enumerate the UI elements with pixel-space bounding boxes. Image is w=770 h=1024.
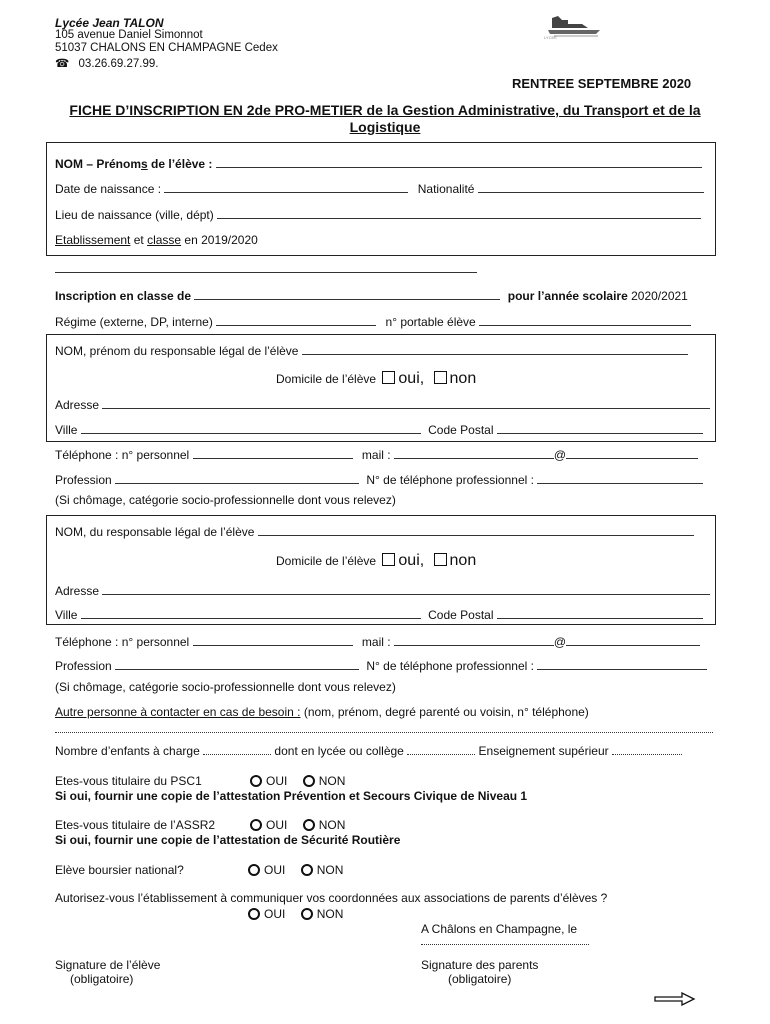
portable-label: n° portable élève: [385, 315, 480, 329]
resp1-tel-label: Téléphone : n° personnel: [55, 448, 193, 462]
school-address-1: 105 avenue Daniel Simonnot: [55, 29, 203, 41]
date-field-row[interactable]: [421, 934, 589, 948]
birthplace-field[interactable]: [217, 207, 701, 219]
resp2-cp-field[interactable]: [497, 607, 703, 619]
regime-label: Régime (externe, DP, interne): [55, 315, 217, 329]
resp2-adresse-label: Adresse: [55, 584, 103, 598]
etab-et: et: [130, 233, 148, 247]
resp1-adresse-row[interactable]: [55, 397, 710, 412]
resp2-non-checkbox[interactable]: [434, 553, 447, 566]
annee-scolaire-value: 2020/2021: [627, 289, 688, 303]
boursier-non-radio[interactable]: [301, 864, 313, 876]
assr2-oui-label: OUI: [266, 818, 288, 832]
birthplace-label: Lieu de naissance (ville, dépt): [55, 208, 218, 222]
resp1-cp-label: Code Postal: [428, 423, 497, 437]
resp1-tel-field[interactable]: [193, 447, 353, 459]
resp1-tel-pro-field[interactable]: [537, 472, 703, 484]
svg-text:LYCEE: LYCEE: [544, 35, 557, 40]
resp2-non-label: non: [449, 552, 477, 569]
resp2-nom-field[interactable]: [258, 524, 694, 536]
nationality-label: Nationalité: [417, 182, 478, 196]
resp1-profession-label: Profession: [55, 473, 116, 487]
birthplace-row[interactable]: [55, 207, 701, 222]
etab-year: en 2019/2020: [181, 233, 258, 247]
regime-field[interactable]: [216, 314, 376, 326]
nom-label-s: s: [141, 157, 148, 171]
boursier-oui-radio[interactable]: [248, 864, 260, 876]
resp2-mail-label: mail :: [361, 635, 394, 649]
school-name: Lycée Jean TALON: [55, 16, 164, 30]
resp1-non-label: non: [449, 370, 477, 387]
etablissement-field-row[interactable]: [55, 261, 477, 276]
boursier-options: [248, 863, 343, 877]
resp2-tel-row[interactable]: [55, 634, 700, 649]
resp2-profession-row[interactable]: [55, 658, 707, 673]
resp1-profession-row[interactable]: [55, 472, 703, 487]
resp2-adresse-field[interactable]: [102, 583, 710, 595]
autorisation-options: [248, 907, 343, 921]
enfants-row[interactable]: [55, 744, 682, 758]
resp1-oui-label: oui,: [398, 370, 425, 387]
resp1-mail-domain-field[interactable]: [566, 447, 698, 459]
resp1-ville-label: Ville: [55, 423, 81, 437]
resp2-at-sign: @: [553, 635, 567, 649]
resp1-tel-pro-label: N° de téléphone professionnel :: [366, 473, 538, 487]
nom-label-part1: NOM – Préno: [55, 157, 131, 171]
resp2-profession-label: Profession: [55, 659, 116, 673]
boursier-non-label: NON: [316, 863, 344, 877]
autre-contact-field[interactable]: [55, 722, 713, 733]
enfants-lycee-field[interactable]: [407, 744, 475, 755]
autorisation-non-radio[interactable]: [301, 908, 313, 920]
classe-label: classe: [147, 233, 182, 247]
resp1-at-sign: @: [553, 448, 567, 462]
assr2-non-label: NON: [318, 818, 346, 832]
assr2-non-radio[interactable]: [303, 819, 315, 831]
dob-field[interactable]: [164, 181, 408, 193]
resp2-tel-pro-label: N° de téléphone professionnel :: [366, 659, 538, 673]
enfants-label: Nombre d’enfants à charge: [55, 744, 204, 758]
school-phone-row: [55, 56, 158, 70]
resp1-ville-field[interactable]: [81, 422, 421, 434]
resp2-oui-label: oui,: [398, 552, 425, 569]
signature-parents-obligatoire: (obligatoire): [448, 972, 512, 986]
assr2-note: Si oui, fournir une copie de l’attestation de Sécurité Routière: [55, 833, 401, 847]
enfants-sup-field[interactable]: [612, 744, 682, 755]
resp2-tel-pro-field[interactable]: [537, 658, 707, 670]
autorisation-non-label: NON: [316, 907, 344, 921]
etablissement-label: Etablissement: [55, 233, 131, 247]
autre-contact-detail: (nom, prénom, degré parenté ou voisin, n° téléphone): [300, 705, 589, 719]
resp1-chomage-note: (Si chômage, catégorie socio-professionnelle dont vous relevez): [55, 493, 396, 507]
assr2-oui-radio[interactable]: [250, 819, 262, 831]
page-title: FICHE D’INSCRIPTION EN 2de PRO-METIER de la Gestion Administrative, du Transport et de la Logistique: [69, 102, 701, 135]
autre-contact-label: Autre personne à contacter en cas de besoin :: [55, 705, 301, 719]
regime-row[interactable]: [55, 314, 691, 329]
inscription-row[interactable]: [55, 288, 688, 303]
nom-prenoms-row[interactable]: [55, 156, 702, 171]
resp2-nom-label: NOM, du responsable légal de l’élève: [55, 525, 258, 539]
resp2-domicile-label: Domicile de l’élève: [276, 554, 380, 568]
autorisation-question: Autorisez-vous l’établissement à communiquer vos coordonnées aux associations de parents d’élèves ?: [55, 891, 608, 905]
lieu-date-label: A Châlons en Champagne, le: [421, 922, 578, 936]
resp1-profession-field[interactable]: [115, 472, 359, 484]
signature-parents-label: Signature des parents: [421, 958, 539, 972]
resp1-cp-field[interactable]: [497, 422, 703, 434]
psc1-oui-label: OUI: [266, 774, 288, 788]
psc1-non-radio[interactable]: [303, 775, 315, 787]
resp2-oui-checkbox[interactable]: [382, 553, 395, 566]
resp2-ville-label: Ville: [55, 608, 81, 622]
nom-label-part2: de l’élève :: [147, 157, 216, 171]
psc1-question: Etes-vous titulaire du PSC1: [55, 774, 202, 788]
psc1-non-label: NON: [318, 774, 346, 788]
resp2-tel-label: Téléphone : n° personnel: [55, 635, 193, 649]
date-field[interactable]: [421, 934, 589, 945]
resp2-mail-domain-field[interactable]: [566, 634, 700, 646]
autre-contact-row: [55, 705, 589, 719]
signature-eleve-label: Signature de l’élève: [55, 958, 161, 972]
etablissement-row: [55, 233, 258, 247]
enfants-lycee-label: dont en lycée ou collège: [271, 744, 408, 758]
resp1-nom-label: NOM, prénom du responsable légal de l’élève: [55, 344, 302, 358]
resp1-adresse-field[interactable]: [102, 397, 710, 409]
assr2-options: [250, 818, 345, 832]
dob-row[interactable]: [55, 181, 704, 196]
arrow-right-icon: [654, 992, 696, 1009]
resp2-domicile-row: [276, 552, 476, 570]
psc1-oui-radio[interactable]: [250, 775, 262, 787]
autorisation-oui-label: OUI: [264, 907, 286, 921]
resp1-mail-label: mail :: [361, 448, 394, 462]
nom-prenoms-field[interactable]: [216, 156, 702, 168]
resp2-ville-field[interactable]: [81, 607, 421, 619]
rentree-label: RENTREE SEPTEMBRE 2020: [512, 76, 692, 91]
annee-scolaire-label: pour l’année scolaire: [507, 289, 628, 303]
telephone-icon: ☎: [55, 58, 70, 70]
ship-logo-icon: [538, 14, 618, 43]
resp2-adresse-row[interactable]: [55, 583, 710, 598]
dob-label: Date de naissance :: [55, 182, 165, 196]
resp1-nom-field[interactable]: [302, 343, 688, 355]
resp1-mail-field[interactable]: [394, 447, 554, 459]
autre-contact-field-row[interactable]: [55, 722, 713, 736]
inscription-label: Inscription en classe de: [55, 289, 195, 303]
etablissement-field[interactable]: [55, 261, 477, 273]
resp2-ville-row[interactable]: [55, 607, 703, 622]
assr2-question: Etes-vous titulaire de l’ASSR2: [55, 818, 216, 832]
resp1-domicile-row: [276, 370, 476, 388]
resp1-ville-row[interactable]: [55, 422, 703, 437]
boursier-oui-label: OUI: [264, 863, 286, 877]
school-address-2: 51037 CHALONS EN CHAMPAGNE Cedex: [55, 42, 278, 54]
psc1-note: Si oui, fournir une copie de l’attestation Prévention et Secours Civique de Niveau 1: [55, 789, 528, 803]
psc1-options: [250, 774, 345, 788]
resp2-mail-field[interactable]: [394, 634, 554, 646]
nom-label-m: m: [130, 157, 142, 171]
enfants-sup-label: Enseignement supérieur: [475, 744, 612, 758]
resp1-domicile-label: Domicile de l’élève: [276, 372, 380, 386]
enfants-field[interactable]: [203, 744, 271, 755]
resp2-tel-field[interactable]: [193, 634, 353, 646]
school-phone: 03.26.69.27.99.: [78, 58, 159, 70]
resp1-oui-checkbox[interactable]: [382, 371, 395, 384]
resp1-adresse-label: Adresse: [55, 398, 103, 412]
nationality-field[interactable]: [478, 181, 704, 193]
signature-eleve-obligatoire: (obligatoire): [70, 972, 134, 986]
portable-field[interactable]: [479, 314, 691, 326]
resp2-chomage-note: (Si chômage, catégorie socio-professionnelle dont vous relevez): [55, 680, 396, 694]
resp1-nom-row[interactable]: [55, 343, 688, 358]
inscription-classe-field[interactable]: [194, 288, 500, 300]
autorisation-oui-radio[interactable]: [248, 908, 260, 920]
resp1-tel-row[interactable]: [55, 447, 698, 462]
resp2-cp-label: Code Postal: [428, 608, 497, 622]
resp2-profession-field[interactable]: [115, 658, 359, 670]
resp2-nom-row[interactable]: [55, 524, 694, 539]
boursier-question: Elève boursier national?: [55, 863, 184, 877]
resp1-non-checkbox[interactable]: [434, 371, 447, 384]
